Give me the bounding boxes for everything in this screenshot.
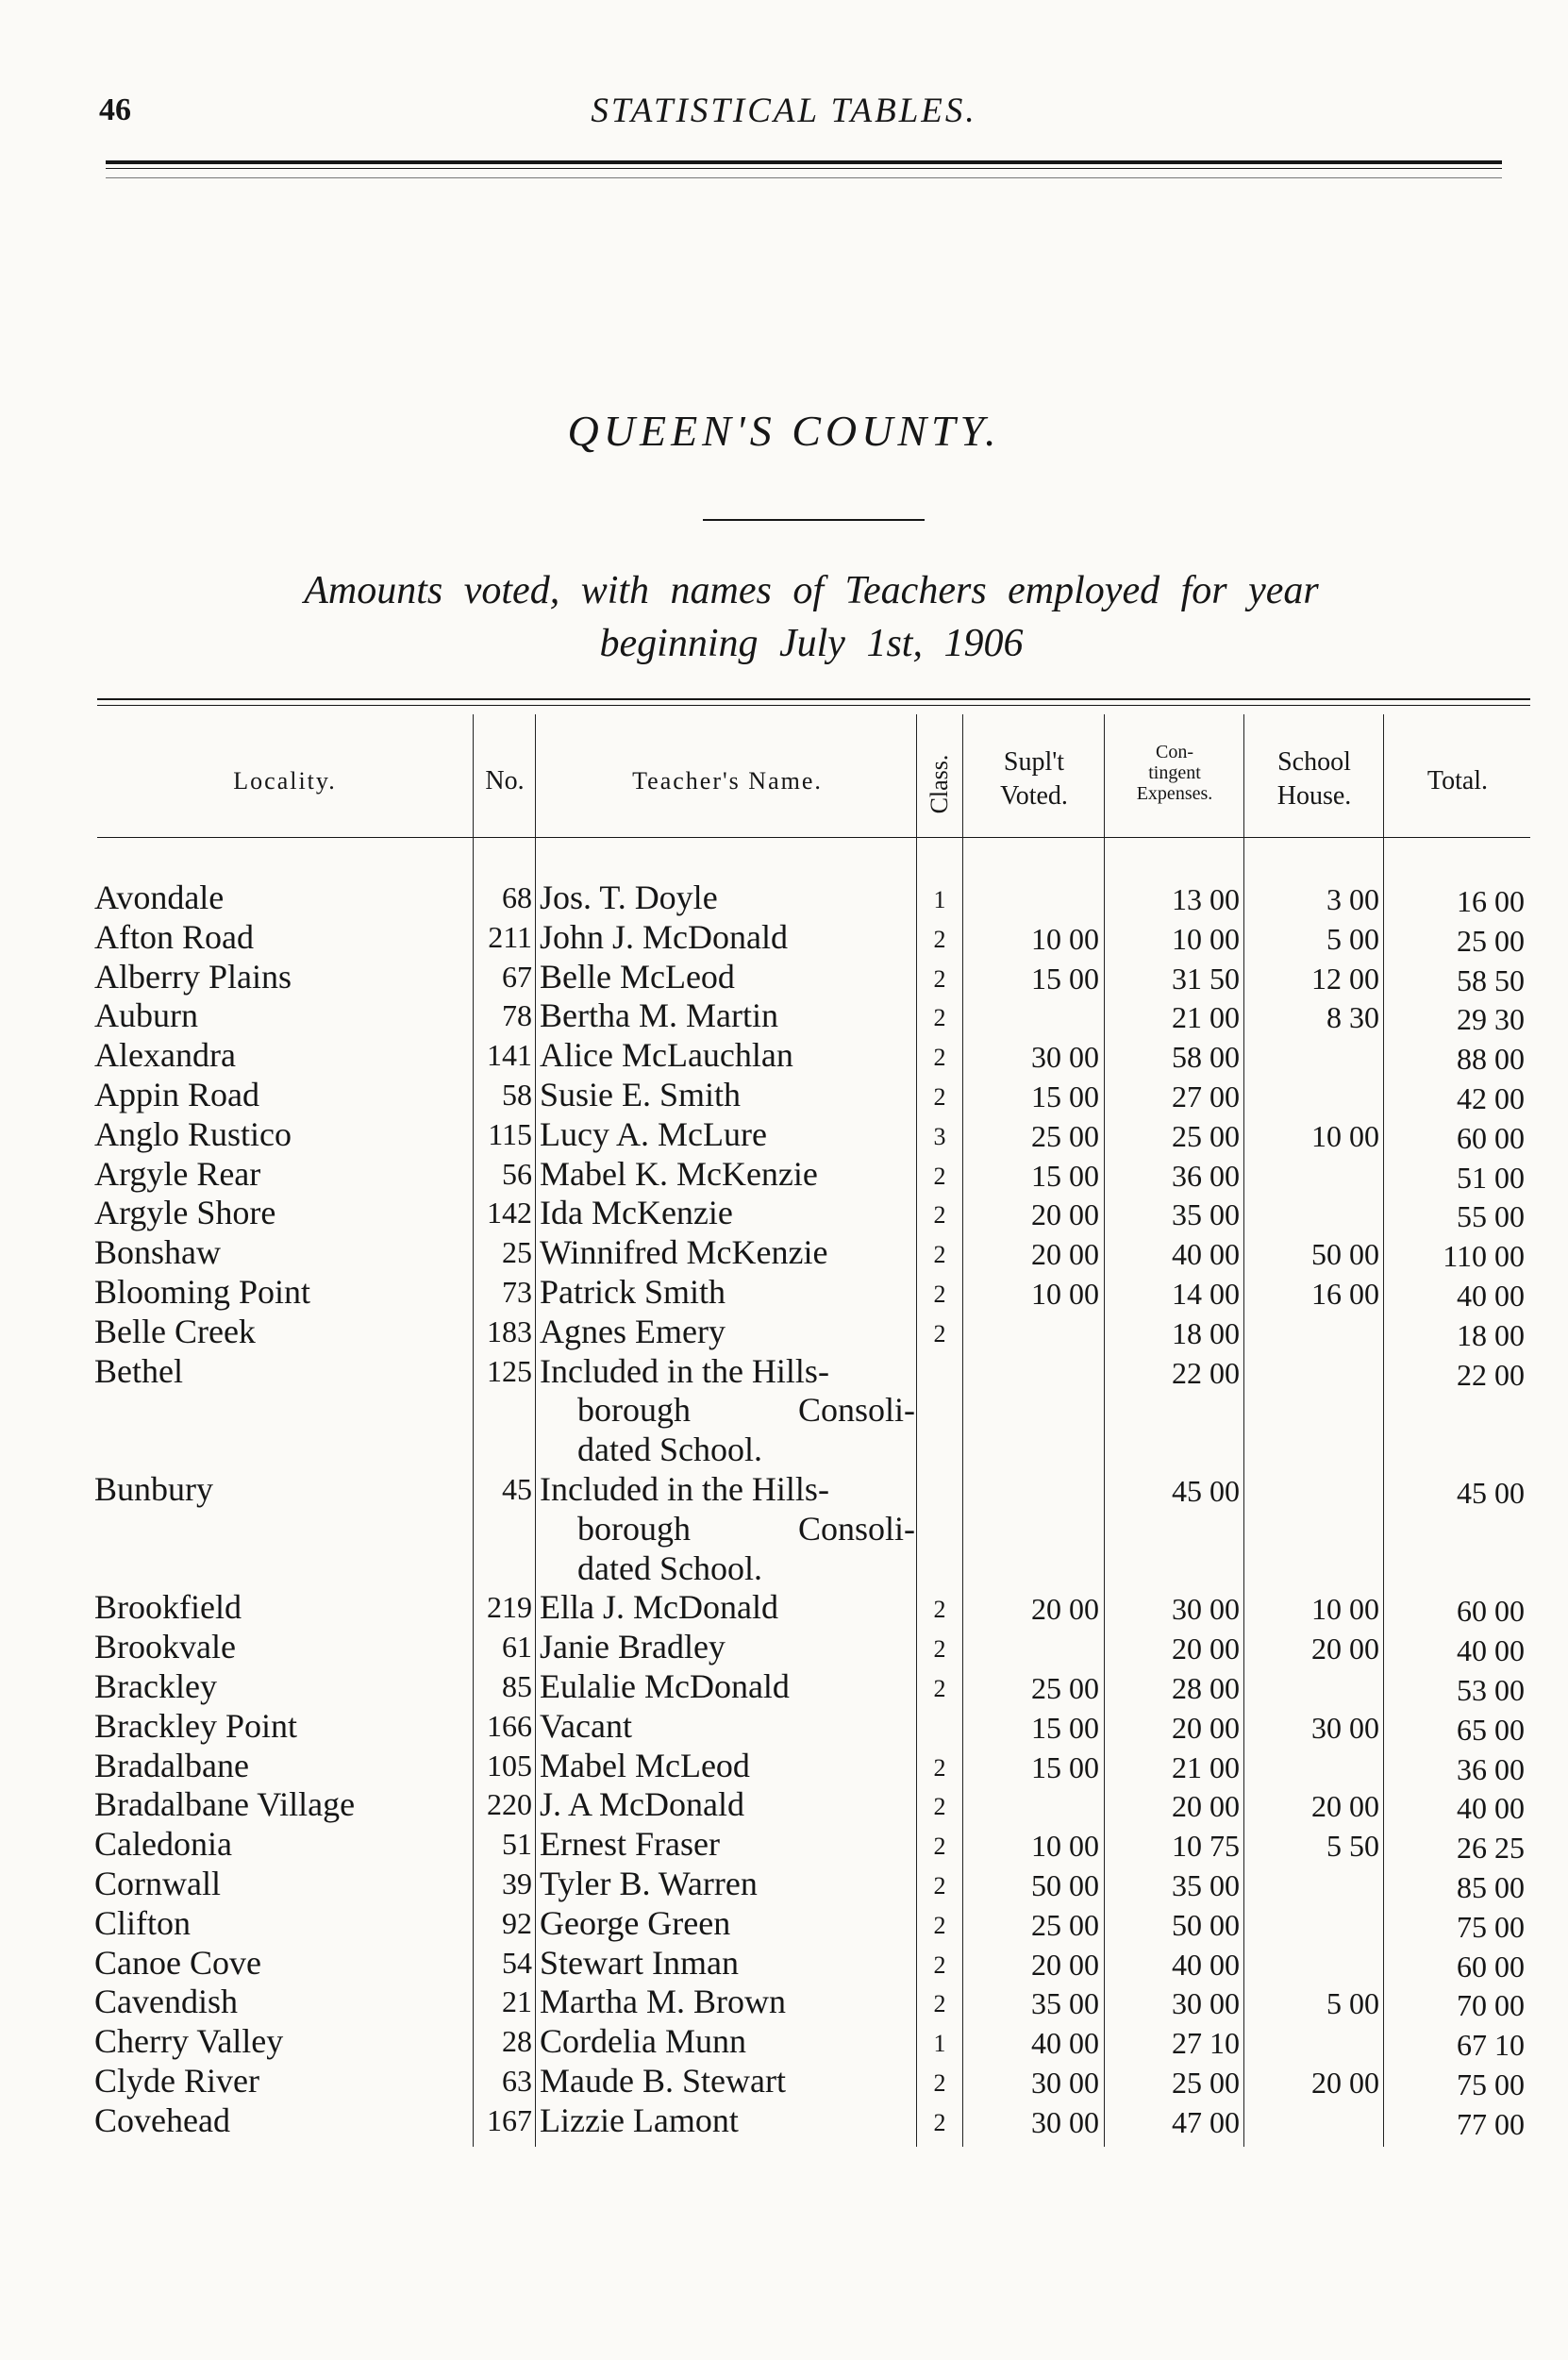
cell-school: 8 30 bbox=[1326, 1000, 1379, 1035]
cell-contingent: 35 00 bbox=[1172, 1197, 1240, 1232]
cell-total: 53 00 bbox=[1457, 1673, 1525, 1707]
cell-contingent: 47 00 bbox=[1172, 2104, 1240, 2139]
col-header-total: Total. bbox=[1426, 766, 1489, 795]
cell-teacher: Included in the Hills- bbox=[540, 1351, 829, 1390]
cell-cls: 2 bbox=[933, 964, 946, 993]
cell-no: 51 bbox=[502, 1827, 532, 1862]
cell-teacher: Patrick Smith bbox=[540, 1273, 726, 1311]
cell-total: 51 00 bbox=[1457, 1160, 1525, 1195]
cell-cls: 2 bbox=[933, 1990, 946, 2018]
cell-contingent: 14 00 bbox=[1172, 1277, 1240, 1311]
cell-no: 125 bbox=[487, 1353, 532, 1388]
cell-suplt: 20 00 bbox=[1031, 1592, 1099, 1627]
cell-cls: 2 bbox=[933, 1083, 946, 1111]
cell-contingent: 30 00 bbox=[1172, 1986, 1240, 2021]
cell-school: 20 00 bbox=[1311, 1632, 1379, 1666]
cell-no: 39 bbox=[502, 1866, 532, 1900]
cell-locality: Appin Road bbox=[94, 1076, 259, 1113]
cell-locality: Argyle Rear bbox=[94, 1154, 261, 1193]
cell-total: 16 00 bbox=[1457, 884, 1525, 918]
cell-locality: Caledonia bbox=[94, 1825, 232, 1864]
cell-locality: Cornwall bbox=[94, 1865, 221, 1902]
cell-suplt: 25 00 bbox=[1031, 1671, 1099, 1705]
cell-suplt: 30 00 bbox=[1031, 2066, 1099, 2100]
cell-cls: 2 bbox=[933, 1793, 946, 1821]
cell-teacher: Janie Bradley bbox=[540, 1628, 726, 1666]
cell-contingent: 25 00 bbox=[1172, 1118, 1240, 1153]
cell-no: 78 bbox=[502, 998, 532, 1033]
cell-total: 60 00 bbox=[1457, 1594, 1525, 1629]
cell-locality: Bradalbane Village bbox=[94, 1785, 356, 1824]
cell-no: 92 bbox=[502, 1905, 532, 1940]
cell-contingent: 27 00 bbox=[1172, 1080, 1240, 1113]
cell-teacher: Winnifred McKenzie bbox=[540, 1233, 828, 1272]
cell-teacher: Bertha M. Martin bbox=[540, 996, 778, 1035]
cell-suplt: 20 00 bbox=[1031, 1237, 1099, 1272]
cell-locality: Covehead bbox=[94, 2101, 230, 2139]
cell-no: 211 bbox=[488, 919, 532, 954]
cell-contingent: 20 00 bbox=[1172, 1710, 1240, 1745]
cell-teacher: Martha M. Brown bbox=[540, 1983, 786, 2021]
col-header-contingent: Con- tingent Expenses. bbox=[1136, 742, 1213, 804]
cell-teacher: Jos. T. Doyle bbox=[540, 879, 718, 916]
cell-locality: Belle Creek bbox=[94, 1312, 256, 1350]
county-title: QUEEN'S COUNTY. bbox=[567, 407, 1001, 455]
col-divider-class bbox=[916, 714, 917, 2147]
cell-suplt: 15 00 bbox=[1031, 1080, 1099, 1113]
cell-locality: Brookvale bbox=[94, 1628, 236, 1666]
cell-total: 65 00 bbox=[1457, 1712, 1525, 1747]
cell-total: 88 00 bbox=[1457, 1042, 1525, 1077]
table-subtitle bbox=[142, 564, 1481, 670]
cell-no: 67 bbox=[502, 959, 532, 994]
col-header-suplt: Supl't Voted. bbox=[1000, 747, 1068, 811]
cell-contingent: 36 00 bbox=[1172, 1158, 1240, 1193]
col-header-locality: Locality. bbox=[233, 767, 337, 795]
cell-total: 40 00 bbox=[1457, 1279, 1525, 1313]
cell-locality: Afton Road bbox=[94, 917, 254, 956]
cell-no: 54 bbox=[502, 1945, 532, 1980]
cell-teacher: Cordelia Munn bbox=[540, 2022, 746, 2061]
cell-teacher: Maude B. Stewart bbox=[540, 2062, 786, 2100]
cell-teacher: Belle McLeod bbox=[540, 957, 735, 996]
header-rule bbox=[106, 160, 1502, 169]
cell-total: 36 00 bbox=[1457, 1751, 1525, 1786]
cell-no: 68 bbox=[502, 880, 532, 914]
cell-contingent: 21 00 bbox=[1172, 1749, 1240, 1784]
cell-contingent: 30 00 bbox=[1172, 1592, 1240, 1627]
cell-total: 40 00 bbox=[1457, 1791, 1525, 1826]
cell-contingent: 40 00 bbox=[1172, 1237, 1240, 1272]
cell-teacher: borough Consoli- bbox=[577, 1509, 915, 1548]
cell-total: 26 25 bbox=[1457, 1831, 1525, 1866]
cell-cls: 2 bbox=[933, 2108, 946, 2136]
header-bottom-rule bbox=[97, 837, 1530, 838]
cell-total: 60 00 bbox=[1457, 1949, 1525, 1983]
cell-no: 85 bbox=[502, 1669, 532, 1703]
cell-cls: 2 bbox=[933, 1872, 946, 1900]
cell-locality: Cherry Valley bbox=[94, 2022, 284, 2061]
cell-cls: 2 bbox=[933, 1044, 946, 1072]
cell-suplt: 25 00 bbox=[1031, 1907, 1099, 1942]
cell-no: 61 bbox=[502, 1630, 532, 1665]
cell-school: 16 00 bbox=[1311, 1277, 1379, 1311]
cell-locality: Brackley bbox=[94, 1667, 217, 1705]
cell-no: 21 bbox=[502, 1984, 532, 2019]
cell-total: 58 50 bbox=[1457, 962, 1525, 997]
cell-no: 166 bbox=[487, 1708, 532, 1743]
cell-teacher: Agnes Emery bbox=[540, 1312, 726, 1350]
cell-locality: Brookfield bbox=[94, 1588, 242, 1627]
cell-contingent: 45 00 bbox=[1172, 1474, 1240, 1508]
cell-total: 75 00 bbox=[1457, 1909, 1525, 1944]
cell-suplt: 10 00 bbox=[1031, 921, 1099, 956]
subtitle-line-1: Amounts voted, with names of Teachers employed for year bbox=[304, 569, 1319, 612]
cell-locality: Bunbury bbox=[94, 1470, 213, 1508]
col-divider-teacher bbox=[535, 714, 536, 2147]
cell-locality: Clifton bbox=[94, 1903, 192, 1942]
cell-locality: Alberry Plains bbox=[94, 957, 292, 996]
page-number: 46 bbox=[99, 92, 131, 127]
cell-school: 12 00 bbox=[1311, 961, 1379, 996]
cell-suplt: 30 00 bbox=[1031, 2104, 1099, 2139]
cell-teacher: George Green bbox=[540, 1903, 731, 1942]
cell-no: 142 bbox=[487, 1196, 532, 1230]
cell-no: 220 bbox=[487, 1787, 532, 1822]
header-underline bbox=[106, 177, 1502, 178]
cell-teacher: Tyler B. Warren bbox=[540, 1865, 758, 1902]
cell-no: 219 bbox=[487, 1590, 532, 1625]
col-divider-suplt bbox=[962, 714, 963, 2147]
cell-locality: Canoe Cove bbox=[94, 1943, 261, 1982]
cell-locality: Argyle Shore bbox=[94, 1194, 276, 1232]
cell-teacher: Lizzie Lamont bbox=[540, 2101, 739, 2139]
cell-cls: 2 bbox=[933, 1950, 946, 1979]
cell-locality: Auburn bbox=[94, 996, 198, 1035]
subtitle-line-2: beginning July 1st, 1906 bbox=[599, 622, 1024, 665]
cell-suplt: 30 00 bbox=[1031, 1040, 1099, 1075]
cell-contingent: 22 00 bbox=[1172, 1355, 1240, 1390]
col-header-class: Class. bbox=[926, 754, 953, 814]
cell-teacher: Included in the Hills- bbox=[540, 1470, 829, 1508]
col-divider-no bbox=[473, 714, 474, 2147]
cell-suplt: 20 00 bbox=[1031, 1197, 1099, 1232]
cell-suplt: 10 00 bbox=[1031, 1277, 1099, 1311]
cell-school: 20 00 bbox=[1311, 1789, 1379, 1824]
cell-total: 40 00 bbox=[1457, 1633, 1525, 1668]
cell-cls: 2 bbox=[933, 1280, 946, 1308]
cell-teacher: dated School. bbox=[577, 1431, 762, 1469]
cell-total: 29 30 bbox=[1457, 1002, 1525, 1037]
cell-cls: 2 bbox=[933, 1635, 946, 1664]
cell-suplt: 40 00 bbox=[1031, 2026, 1099, 2061]
cell-total: 42 00 bbox=[1457, 1081, 1525, 1115]
cell-no: 58 bbox=[502, 1078, 532, 1112]
cell-suplt: 15 00 bbox=[1031, 1158, 1099, 1193]
cell-teacher: Vacant bbox=[540, 1706, 632, 1745]
col-divider-total bbox=[1383, 714, 1384, 2147]
cell-suplt: 50 00 bbox=[1031, 1868, 1099, 1902]
cell-teacher: Alice McLauchlan bbox=[540, 1036, 793, 1075]
cell-cls: 2 bbox=[933, 1241, 946, 1269]
cell-cls: 2 bbox=[933, 1833, 946, 1861]
cell-locality: Clyde River bbox=[94, 2062, 259, 2100]
cell-total: 75 00 bbox=[1457, 2067, 1525, 2101]
cell-teacher: John J. McDonald bbox=[540, 917, 788, 956]
cell-teacher: Ernest Fraser bbox=[540, 1825, 720, 1864]
cell-total: 70 00 bbox=[1457, 1988, 1525, 2023]
cell-locality: Avondale bbox=[94, 879, 225, 916]
cell-suplt: 10 00 bbox=[1031, 1829, 1099, 1864]
cell-contingent: 31 50 bbox=[1172, 961, 1240, 996]
cell-contingent: 20 00 bbox=[1172, 1789, 1240, 1824]
cell-locality: Bradalbane bbox=[94, 1746, 249, 1784]
cell-teacher: Stewart Inman bbox=[540, 1943, 739, 1982]
cell-teacher: borough Consoli- bbox=[577, 1391, 915, 1430]
col-divider-school bbox=[1243, 714, 1244, 2147]
cell-school: 10 00 bbox=[1311, 1592, 1379, 1627]
cell-total: 22 00 bbox=[1457, 1357, 1525, 1392]
cell-no: 25 bbox=[502, 1235, 532, 1270]
cell-teacher: Mabel McLeod bbox=[540, 1746, 750, 1784]
cell-suplt: 20 00 bbox=[1031, 1947, 1099, 1982]
cell-cls: 2 bbox=[933, 1675, 946, 1702]
cell-contingent: 18 00 bbox=[1172, 1315, 1240, 1350]
cell-school: 50 00 bbox=[1311, 1237, 1379, 1272]
cell-contingent: 13 00 bbox=[1172, 882, 1240, 916]
cell-no: 56 bbox=[502, 1156, 532, 1191]
cell-total: 45 00 bbox=[1457, 1476, 1525, 1510]
cell-locality: Brackley Point bbox=[94, 1706, 297, 1745]
cell-locality: Blooming Point bbox=[94, 1273, 311, 1311]
cell-cls: 2 bbox=[933, 1753, 946, 1782]
cell-school: 5 00 bbox=[1326, 921, 1379, 956]
cell-cls: 2 bbox=[933, 1162, 946, 1190]
cell-total: 77 00 bbox=[1457, 2106, 1525, 2141]
cell-cls: 2 bbox=[933, 1911, 946, 1939]
cell-school: 20 00 bbox=[1311, 2066, 1379, 2100]
cell-no: 63 bbox=[502, 2064, 532, 2098]
cell-locality: Cavendish bbox=[94, 1983, 238, 2021]
cell-contingent: 40 00 bbox=[1172, 1947, 1240, 1982]
cell-contingent: 28 00 bbox=[1172, 1671, 1240, 1705]
cell-contingent: 10 75 bbox=[1172, 1829, 1240, 1864]
cell-school: 5 50 bbox=[1326, 1829, 1379, 1864]
cell-suplt: 15 00 bbox=[1031, 1710, 1099, 1745]
running-title: STATISTICAL TABLES. bbox=[591, 92, 977, 130]
cell-no: 141 bbox=[487, 1038, 532, 1073]
cell-contingent: 25 00 bbox=[1172, 2066, 1240, 2100]
cell-total: 55 00 bbox=[1457, 1199, 1525, 1234]
title-divider bbox=[703, 519, 925, 521]
cell-cls: 1 bbox=[933, 2030, 946, 2058]
cell-suplt: 35 00 bbox=[1031, 1986, 1099, 2021]
cell-school: 3 00 bbox=[1326, 882, 1379, 916]
cell-locality: Bonshaw bbox=[94, 1233, 221, 1272]
cell-teacher: Ella J. McDonald bbox=[540, 1588, 778, 1627]
cell-teacher: Eulalie McDonald bbox=[540, 1667, 790, 1705]
cell-cls: 2 bbox=[933, 1596, 946, 1624]
cell-contingent: 58 00 bbox=[1172, 1040, 1240, 1075]
cell-total: 85 00 bbox=[1457, 1870, 1525, 1904]
cell-total: 25 00 bbox=[1457, 923, 1525, 958]
cell-contingent: 21 00 bbox=[1172, 1000, 1240, 1035]
cell-cls: 2 bbox=[933, 1004, 946, 1032]
cell-teacher: dated School. bbox=[577, 1548, 762, 1587]
col-header-teacher: Teacher's Name. bbox=[632, 767, 823, 795]
cell-teacher: Ida McKenzie bbox=[540, 1194, 733, 1232]
col-divider-contingent bbox=[1104, 714, 1105, 2147]
cell-school: 5 00 bbox=[1326, 1986, 1379, 2021]
cell-contingent: 10 00 bbox=[1172, 921, 1240, 956]
cell-cls: 3 bbox=[933, 1122, 946, 1150]
cell-total: 60 00 bbox=[1457, 1120, 1525, 1155]
cell-cls: 1 bbox=[933, 886, 946, 913]
cell-suplt: 25 00 bbox=[1031, 1118, 1099, 1153]
col-header-school-house: School House. bbox=[1276, 747, 1352, 811]
cell-contingent: 20 00 bbox=[1172, 1632, 1240, 1666]
header-top-rule bbox=[97, 698, 1530, 706]
cell-cls: 2 bbox=[933, 925, 946, 953]
cell-no: 73 bbox=[502, 1275, 532, 1309]
cell-locality: Anglo Rustico bbox=[94, 1114, 292, 1153]
cell-suplt: 15 00 bbox=[1031, 961, 1099, 996]
col-header-no: No. bbox=[485, 766, 525, 795]
cell-no: 167 bbox=[487, 2102, 532, 2137]
cell-teacher: J. A McDonald bbox=[540, 1785, 745, 1824]
cell-contingent: 50 00 bbox=[1172, 1907, 1240, 1942]
cell-teacher: Lucy A. McLure bbox=[540, 1114, 767, 1153]
cell-no: 45 bbox=[502, 1472, 532, 1506]
cell-total: 18 00 bbox=[1457, 1317, 1525, 1352]
cell-cls: 2 bbox=[933, 1201, 946, 1230]
cell-total: 67 10 bbox=[1457, 2028, 1525, 2063]
cell-cls: 2 bbox=[933, 1319, 946, 1347]
cell-suplt: 15 00 bbox=[1031, 1749, 1099, 1784]
cell-locality: Alexandra bbox=[94, 1036, 236, 1075]
cell-total: 110 00 bbox=[1443, 1239, 1525, 1274]
cell-no: 105 bbox=[487, 1748, 532, 1783]
cell-contingent: 35 00 bbox=[1172, 1868, 1240, 1902]
cell-no: 115 bbox=[488, 1116, 532, 1151]
cell-school: 10 00 bbox=[1311, 1118, 1379, 1153]
cell-cls: 2 bbox=[933, 2069, 946, 2097]
cell-no: 183 bbox=[487, 1314, 532, 1348]
cell-no: 28 bbox=[502, 2024, 532, 2059]
cell-locality: Bethel bbox=[94, 1351, 183, 1390]
cell-contingent: 27 10 bbox=[1172, 2026, 1240, 2061]
cell-teacher: Mabel K. McKenzie bbox=[540, 1154, 818, 1193]
cell-teacher: Susie E. Smith bbox=[540, 1076, 742, 1113]
cell-school: 30 00 bbox=[1311, 1710, 1379, 1745]
